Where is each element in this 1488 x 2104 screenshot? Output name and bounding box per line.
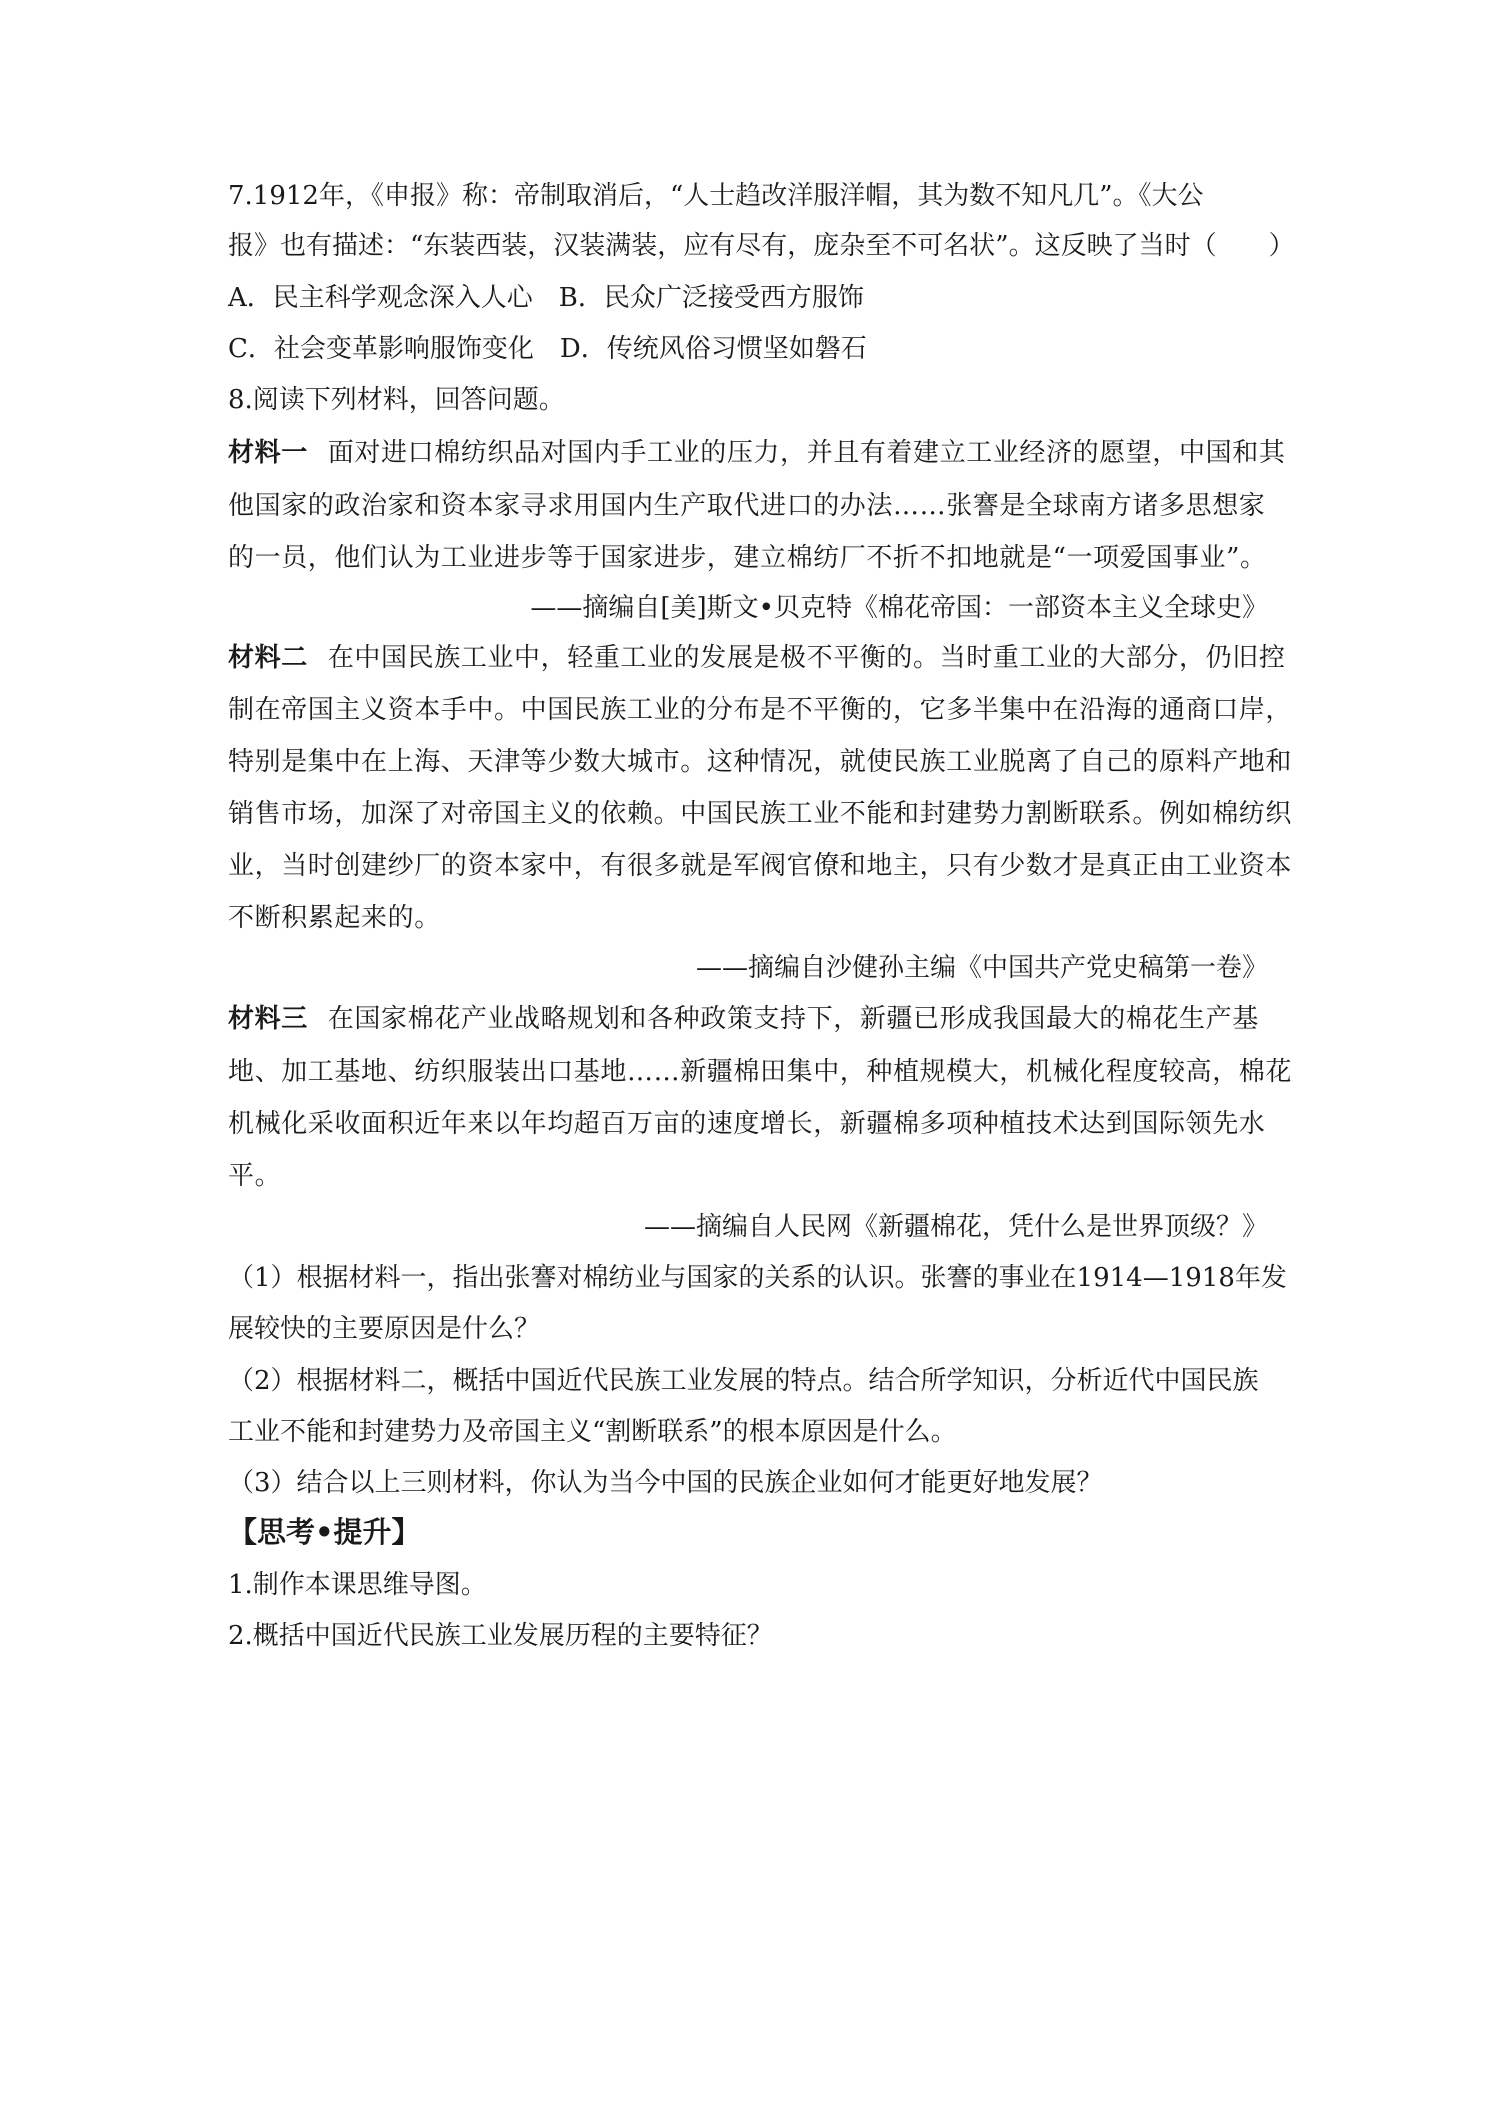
q7-stem-line-1: 7.1912年，《申报》称：帝制取消后，“人士趋改洋服洋帽，其为数不知凡几”。《大公: [228, 181, 1204, 211]
material3-text-1: 在国家棉花产业战略规划和各种政策支持下，新疆已形成我国最大的棉花生产基: [327, 1004, 1259, 1034]
material1-label: 材料一: [228, 438, 308, 468]
q8-sub2-line-1: （2）根据材料二，概括中国近代民族工业发展的特点。结合所学知识，分析近代中国民族: [228, 1366, 1259, 1396]
material2-line-6: 不断积累起来的。: [228, 903, 441, 933]
material3-line-2: 地、加工基地、纺织服装出口基地……新疆棉田集中，种植规模大，机械化程度较高，棉花: [228, 1057, 1293, 1087]
q8-sub2-line-2: 工业不能和封建势力及帝国主义“割断联系”的根本原因是什么。: [228, 1417, 957, 1447]
q7-option-b: B．民众广泛接受西方服饰: [558, 283, 864, 313]
material1-line-3: 的一员，他们认为工业进步等于国家进步，建立棉纺厂不折不扣地就是“一项爱国事业”。: [228, 543, 1267, 573]
material1-source: ——摘编自[美]斯文•贝克特《棉花帝国：一部资本主义全球史》: [530, 593, 1268, 623]
material2-label: 材料二: [228, 643, 308, 673]
material2-line-5: 业，当时创建纱厂的资本家中，有很多就是军阀官僚和地主，只有少数才是真正由工业资本: [228, 851, 1293, 881]
material2-text-1: 在中国民族工业中，轻重工业的发展是极不平衡的。当时重工业的大部分，仍旧控: [327, 643, 1286, 673]
section-item-2: 2.概括中国近代民族工业发展历程的主要特征？: [228, 1621, 773, 1651]
material2-line-1: [228, 640, 1286, 676]
material1-line-2: 他国家的政治家和资本家寻求用国内生产取代进口的办法……张謇是全球南方诸多思想家: [228, 491, 1266, 521]
material3-source: ——摘编自人民网《新疆棉花，凭什么是世界顶级？》: [643, 1212, 1268, 1242]
material3-label: 材料三: [228, 1004, 308, 1034]
q7-options-ab: [228, 280, 1268, 316]
material3-line-4: 平。: [228, 1161, 282, 1191]
q7-option-a: A．民主科学观念深入人心: [228, 283, 533, 313]
material2-line-3: 特别是集中在上海、天津等少数大城市。这种情况，就使民族工业脱离了自己的原料产地和: [228, 747, 1293, 777]
q8-sub3: （3）结合以上三则材料，你认为当今中国的民族企业如何才能更好地发展？: [228, 1468, 1103, 1498]
q7-option-d: D．传统风俗习惯坚如磐石: [559, 334, 867, 364]
q7-option-c: C．社会变革影响服饰变化: [228, 334, 534, 364]
q7-options-cd: [228, 331, 1268, 367]
material3-line-1: [228, 1001, 1268, 1037]
material2-line-4: 销售市场，加深了对帝国主义的依赖。中国民族工业不能和封建势力割断联系。例如棉纺织: [228, 799, 1293, 829]
material2-source: ——摘编自沙健孙主编《中国共产党史稿第一卷》: [695, 953, 1268, 983]
material3-line-3: 机械化采收面积近年来以年均超百万亩的速度增长，新疆棉多项种植技术达到国际领先水: [228, 1109, 1266, 1139]
q8-intro: 8.阅读下列材料，回答问题。: [228, 385, 565, 415]
q8-sub1-line-2: 展较快的主要原因是什么？: [228, 1314, 541, 1344]
material1-line-1: [228, 435, 1286, 471]
material1-text-1: 面对进口棉纺织品对国内手工业的压力，并且有着建立工业经济的愿望，中国和其: [327, 438, 1286, 468]
q7-stem-line-2: 报》也有描述：“东装西装，汉装满装，应有尽有，庞杂至不可名状”。这反映了当时（ ）: [228, 231, 1295, 261]
section-item-1: 1.制作本课思维导图。: [228, 1570, 487, 1600]
q8-sub1-line-1: （1）根据材料一，指出张謇对棉纺业与国家的关系的认识。张謇的事业在1914—1918年发: [228, 1263, 1287, 1293]
section-heading: 【思考•提升】: [228, 1515, 421, 1549]
material2-line-2: 制在帝国主义资本手中。中国民族工业的分布是不平衡的，它多半集中在沿海的通商口岸，: [228, 695, 1293, 725]
